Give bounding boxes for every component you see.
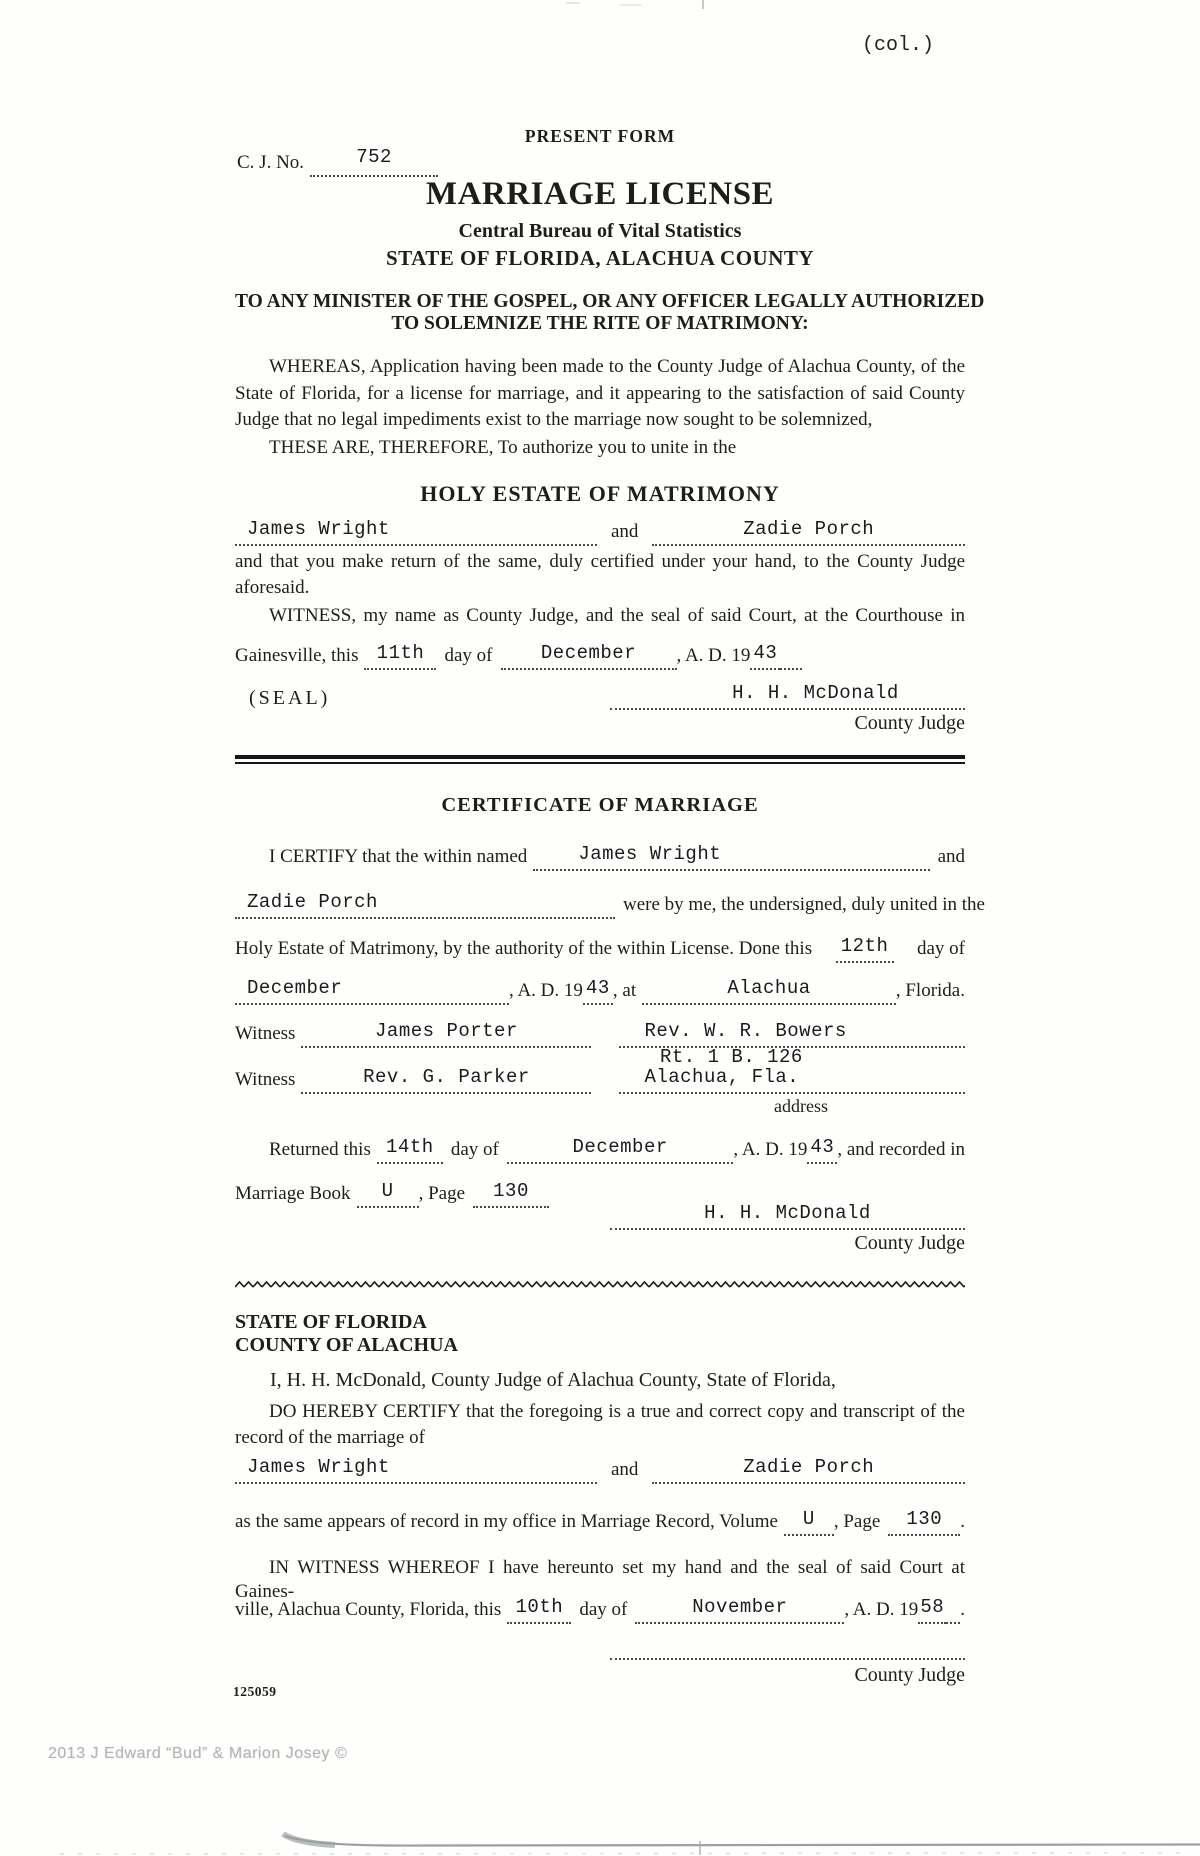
- scan-artifact-dash: [620, 4, 642, 6]
- these-are-line: THESE ARE, THEREFORE, To authorize you to unite in the: [269, 437, 737, 458]
- transcript-month: November: [692, 1596, 788, 1618]
- witness-label-1: Witness: [235, 1023, 296, 1044]
- witness1-fill: [301, 1022, 591, 1048]
- transcript-day-of-label: day of: [579, 1599, 628, 1620]
- returned-month: December: [572, 1136, 668, 1158]
- transcript-certify-line-1: DO HEREBY CERTIFY that the foregoing is a true and correct copy and transcript of the: [269, 1401, 965, 1422]
- cert-judge-title: County Judge: [854, 1232, 965, 1254]
- license-year-fill: [750, 644, 780, 670]
- returned-month-fill: [507, 1138, 734, 1164]
- certificate-heading: CERTIFICATE OF MARRIAGE: [441, 794, 759, 816]
- transcript-groom-fill: [235, 1458, 597, 1484]
- cert-bride-name: Zadie Porch: [247, 891, 378, 913]
- volume-value: U: [802, 1508, 815, 1530]
- transcript-bride-name: Zadie Porch: [743, 1456, 875, 1478]
- cert-judge-signature: H. H. McDonald: [704, 1202, 871, 1224]
- license-year: 43: [753, 642, 778, 664]
- corner-note: (col.): [862, 34, 935, 57]
- transcript-year: 58: [920, 1596, 945, 1618]
- groom-name-fill: [235, 520, 597, 546]
- document-title: MARRIAGE LICENSE: [425, 176, 775, 212]
- witness-label-2: Witness: [235, 1069, 296, 1090]
- license-judge-signature: H. H. McDonald: [732, 682, 899, 704]
- cert-florida-label: , Florida.: [895, 980, 965, 1001]
- transcript-month-fill: [635, 1598, 844, 1624]
- addressee-line-1: TO ANY MINISTER OF THE GOSPEL, OR ANY OFFICER LEGALLY AUTHORIZED: [235, 291, 985, 312]
- cert-groom-fill: [533, 845, 929, 871]
- cj-number-label: C. J. No.: [237, 152, 305, 173]
- cert-signature-row: [610, 1204, 965, 1230]
- book-value: U: [381, 1180, 394, 1202]
- witness1-name: James Porter: [375, 1020, 518, 1042]
- officiant-address-line1: Rt. 1 B. 126: [660, 1046, 803, 1068]
- witness-statement: WITNESS, my name as County Judge, and the seal of said Court, at the Courthouse in: [269, 605, 965, 626]
- transcript-page-label: , Page: [833, 1511, 881, 1532]
- returned-this-label: Returned this: [269, 1139, 371, 1160]
- groom-name: James Wright: [247, 518, 390, 540]
- transcript-county-line: COUNTY OF ALACHUA: [235, 1334, 458, 1356]
- page-value: 130: [493, 1180, 529, 1202]
- copyright-note: 2013 J Edward “Bud” & Marion Josey ©: [48, 1745, 348, 1762]
- page-label: , Page: [418, 1183, 465, 1204]
- officiant-name: Rev. W. R. Bowers: [644, 1020, 847, 1042]
- cj-number-value: 752: [356, 146, 392, 168]
- done-day: 12th: [840, 935, 889, 957]
- cert-groom-name: James Wright: [578, 843, 722, 865]
- returned-row: [269, 1138, 965, 1164]
- witness-row-2: [235, 1068, 965, 1094]
- cert-year-fill: [583, 979, 613, 1005]
- state-county-subtitle: STATE OF FLORIDA, ALACHUA COUNTY: [385, 246, 815, 270]
- cj-number-row: [237, 146, 438, 177]
- whereas-line-1: WHEREAS, Application having been made to the County Judge of Alachua County, of the: [269, 356, 965, 377]
- record-period: .: [960, 1511, 965, 1532]
- license-month-fill: [501, 644, 677, 670]
- returned-day-fill: [377, 1138, 443, 1164]
- return-line-1: and that you make return of the same, duly certified under your hand, to the County Judge: [235, 551, 965, 572]
- united-text: were by me, the undersigned, duly united in the: [623, 894, 985, 915]
- witness2-fill: [301, 1068, 591, 1094]
- addressee-line-2: TO SOLEMNIZE THE RITE OF MATRIMONY:: [391, 313, 809, 334]
- volume-fill: [784, 1510, 834, 1536]
- book-label: Marriage Book: [235, 1183, 351, 1204]
- cert-ad19-label: , A. D. 19: [509, 980, 583, 1001]
- bride-name: Zadie Porch: [743, 518, 875, 540]
- transcript-and-label: and: [611, 1459, 639, 1480]
- ad19-label: , A. D. 19: [676, 645, 751, 666]
- transcript-intro: I, H. H. McDonald, County Judge of Alachua County, State of Florida,: [270, 1369, 836, 1391]
- scan-edge-artifact: [0, 1828, 1200, 1856]
- book-fill: [357, 1182, 419, 1208]
- witness-row-1: [235, 1022, 965, 1048]
- cert-year: 43: [586, 977, 610, 999]
- in-witness-line-2: ville, Alachua County, Florida, this: [235, 1599, 502, 1620]
- transcript-certify-line-2: record of the marriage of: [235, 1427, 425, 1448]
- cert-and-label: and: [937, 846, 965, 867]
- section-divider-rule: [235, 755, 965, 764]
- done-day-fill: [836, 937, 894, 963]
- seal-note: (SEAL): [249, 687, 331, 709]
- bride-name-fill: [652, 520, 965, 546]
- certify-row-2: [235, 891, 985, 919]
- scan-artifact-dash: [566, 2, 580, 4]
- whereas-line-3: Judge that no legal impediments exist to the marriage now sought to be solemnized,: [235, 409, 873, 430]
- transcript-groom-name: James Wright: [247, 1456, 390, 1478]
- and-label: and: [611, 521, 639, 542]
- license-signature-row: [610, 684, 965, 710]
- returned-day: 14th: [386, 1136, 434, 1158]
- holy-estate-heading: HOLY ESTATE OF MATRIMONY: [420, 481, 780, 506]
- leader-stub: [946, 1602, 960, 1624]
- address-label: address: [774, 1096, 828, 1116]
- license-signature-fill: [610, 684, 965, 710]
- holy-done-text: Holy Estate of Matrimony, by the authority of the within License. Done this: [235, 938, 813, 959]
- returned-year-fill: [807, 1138, 837, 1164]
- marriage-book-row: [235, 1182, 549, 1208]
- recorded-suffix: , and recorded in: [837, 1139, 965, 1160]
- license-date-row: [235, 644, 802, 670]
- transcript-bride-fill: [652, 1458, 965, 1484]
- returned-year: 43: [810, 1136, 835, 1158]
- bureau-subtitle: Central Bureau of Vital Statistics: [458, 220, 742, 242]
- transcript-day: 10th: [515, 1596, 564, 1618]
- scan-artifact-tick: [702, 0, 704, 9]
- gainesville-this-label: Gainesville, this: [235, 645, 359, 666]
- wavy-divider: [235, 1276, 965, 1285]
- record-row: [235, 1510, 965, 1536]
- return-line-2: aforesaid.: [235, 577, 310, 598]
- done-this-row: [235, 937, 965, 963]
- present-form-heading: PRESENT FORM: [524, 126, 676, 146]
- blank-signature-fill: [610, 1638, 965, 1660]
- page-fill: [473, 1182, 549, 1208]
- cert-month: December: [247, 977, 343, 999]
- license-month: December: [540, 642, 637, 664]
- in-witness-line-1: IN WITNESS WHEREOF I have hereunto set my hand and the seal of said Court at Gaines-: [235, 1557, 965, 1602]
- whereas-line-2: State of Florida, for a license for marriage, and it appearing to the satisfaction of said County: [235, 383, 965, 404]
- transcript-page-fill: [888, 1510, 960, 1536]
- transcript-year-fill: [918, 1598, 946, 1624]
- certify-row-1: [269, 845, 965, 871]
- transcript-judge-title: County Judge: [854, 1664, 965, 1686]
- blank-signature-row: [610, 1638, 965, 1660]
- returned-day-of-label: day of: [450, 1139, 499, 1160]
- cert-place-fill: [642, 979, 896, 1005]
- cert-at-label: , at: [612, 980, 637, 1001]
- cert-bride-fill: [235, 893, 615, 919]
- transcript-names-row: [235, 1458, 965, 1484]
- cert-day-of-label: day of: [916, 938, 965, 959]
- leader-stub: [780, 648, 802, 670]
- transcript-date-row: [235, 1598, 965, 1624]
- officiant-place: Alachua, Fla.: [644, 1066, 800, 1088]
- print-code: 125059: [233, 1684, 277, 1699]
- transcript-ad19-label: , A. D. 19: [844, 1599, 919, 1620]
- record-prefix: as the same appears of record in my office in Marriage Record, Volume: [235, 1511, 778, 1532]
- certify-intro: I CERTIFY that the within named: [269, 846, 528, 867]
- returned-ad19-label: , A. D. 19: [733, 1139, 808, 1160]
- cert-place: Alachua: [727, 977, 811, 999]
- officiant-place-fill: [619, 1068, 965, 1094]
- day-of-label: day of: [444, 645, 493, 666]
- license-judge-title: County Judge: [854, 712, 965, 734]
- license-day-fill: [364, 644, 436, 670]
- cj-number-fill: [310, 146, 438, 177]
- transcript-day-fill: [507, 1598, 571, 1624]
- license-day: 11th: [376, 642, 425, 664]
- witness2-name: Rev. G. Parker: [363, 1066, 530, 1088]
- license-names-row: [235, 520, 965, 546]
- cert-date-row: [235, 979, 965, 1005]
- transcript-state-line: STATE OF FLORIDA: [235, 1311, 427, 1333]
- cert-month-fill: [235, 979, 509, 1005]
- officiant-fill: [619, 1022, 965, 1048]
- cert-signature-fill: [610, 1204, 965, 1230]
- transcript-page-value: 130: [906, 1508, 943, 1530]
- final-period: .: [960, 1599, 965, 1620]
